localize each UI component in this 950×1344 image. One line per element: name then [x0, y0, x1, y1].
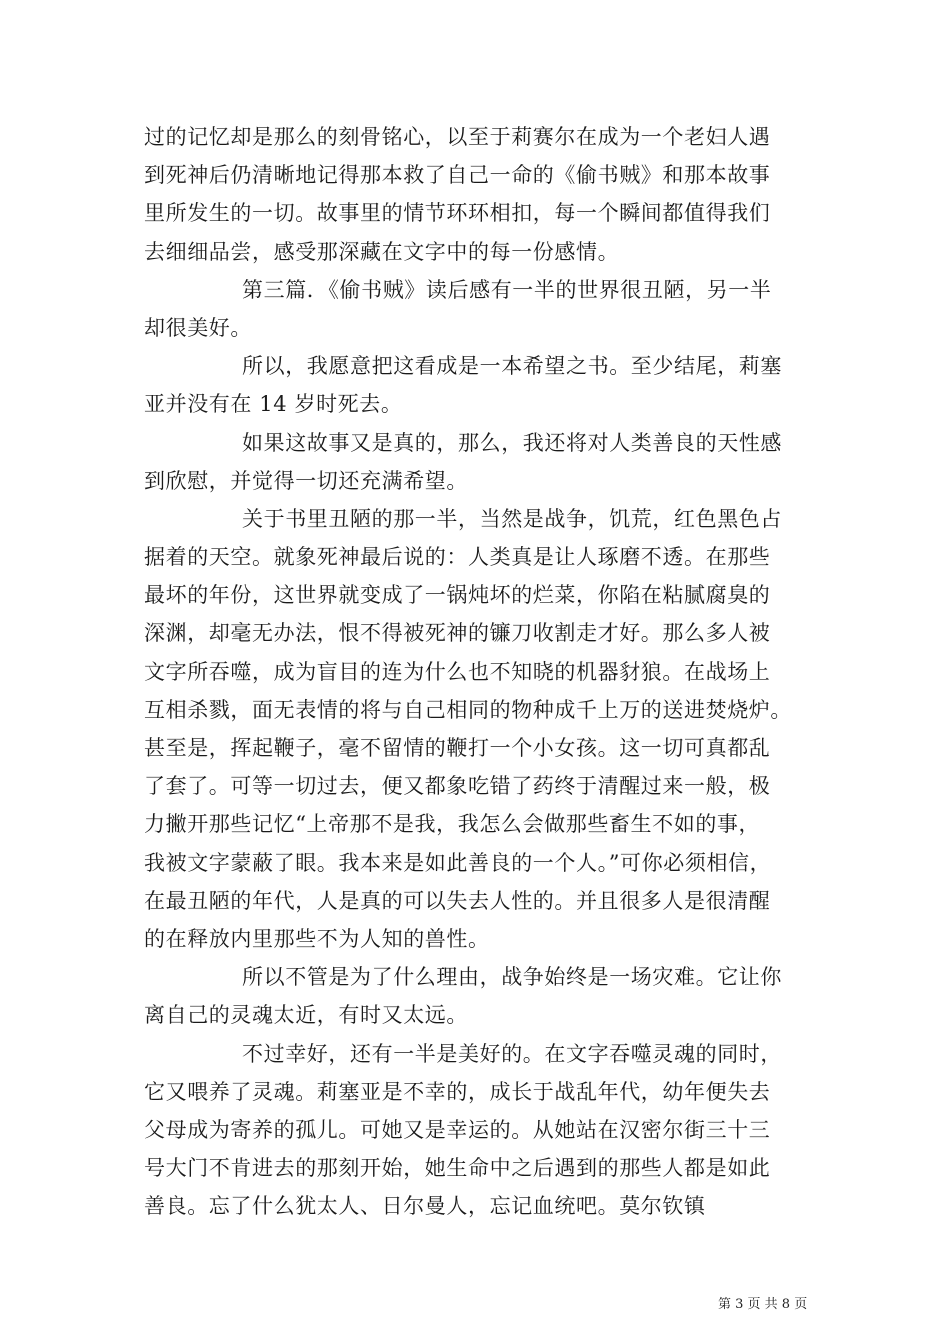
- text-line: 文字所吞噬，成为盲目的连为什么也不知晓的机器豺狼。在战场上: [144, 659, 771, 684]
- text-line: 去细细品尝，感受那深藏在文字中的每一份感情。: [144, 239, 620, 264]
- text-line: 了套了。可等一切过去，便又都象吃错了药终于清醒过来一般，极: [144, 774, 771, 799]
- text-line: 我被文字蒙蔽了眼。我本来是如此善良的一个人。”可你必须相信，: [144, 850, 772, 875]
- text-line: 所以不管是为了什么理由，战争始终是一场灾难。它让你: [242, 965, 782, 990]
- text-line: 善良。忘了什么犹太人、日尔曼人，忘记血统吧。莫尔钦镇: [144, 1194, 706, 1219]
- text-line: 如果这故事又是真的，那么，我还将对人类善良的天性感: [242, 430, 782, 455]
- body-text: [144, 118, 812, 1225]
- text-line: 却很美好。: [144, 315, 252, 340]
- text-line: 离自己的灵魂太近，有时又太远。: [144, 1003, 468, 1028]
- text-line: 过的记忆却是那么的刻骨铭心，以至于莉赛尔在成为一个老妇人遇: [144, 125, 771, 149]
- text-line: 甚至是，挥起鞭子，毫不留情的鞭打一个小女孩。这一切可真都乱: [144, 736, 771, 760]
- text-line: 力撇开那些记忆“上帝那不是我，我怎么会做那些畜生不如的事，: [144, 812, 761, 837]
- text-line: 到死神后仍清晰地记得那本救了自己一命的《偷书贼》和那本故事: [144, 163, 771, 188]
- text-line: 它又喂养了灵魂。莉塞亚是不幸的，成长于战乱年代，幼年便失去: [144, 1079, 771, 1104]
- text-line: 在最丑陋的年代，人是真的可以失去人性的。并且很多人是很清醒: [144, 888, 771, 913]
- text-line: 里所发生的一切。故事里的情节环环相扣，每一个瞬间都值得我们: [144, 201, 771, 226]
- text-line: 第三篇．《偷书贼》读后感有一半的世界很丑陋，另一半: [242, 277, 772, 302]
- text-line: 关于书里丑陋的那一半，当然是战争，饥荒，红色黑色占: [242, 506, 782, 531]
- text-line: 到欣慰，并觉得一切还充满希望。: [144, 468, 468, 493]
- text-line: 深渊，却毫无办法，恨不得被死神的镰刀收割走才好。那么多人被: [144, 621, 771, 646]
- text-line: 号大门不肯进去的那刻开始，她生命中之后遇到的那些人都是如此: [144, 1156, 771, 1181]
- text-line: 的在释放内里那些不为人知的兽性。: [144, 926, 490, 951]
- text-line: 所以，我愿意把这看成是一本希望之书。至少结尾，莉塞: [242, 354, 782, 379]
- text-line: 互相杀戮，面无表情的将与自己相同的物种成千上万的送进焚烧炉。: [144, 697, 792, 722]
- text-line: 不过幸好，还有一半是美好的。在文字吞噬灵魂的同时，: [242, 1041, 782, 1066]
- page-number-footer: 第 3 页 共 8 页: [718, 1297, 808, 1312]
- text-line: 亚并没有在 14 岁时死去。: [144, 392, 403, 417]
- text-line: 最坏的年份，这世界就变成了一锅炖坏的烂菜，你陷在粘腻腐臭的: [144, 583, 771, 608]
- text-line: 据着的天空。就象死神最后说的：人类真是让人琢磨不透。在那些: [144, 545, 771, 570]
- text-line: 父母成为寄养的孤儿。可她又是幸运的。从她站在汉密尔街三十三: [144, 1117, 771, 1142]
